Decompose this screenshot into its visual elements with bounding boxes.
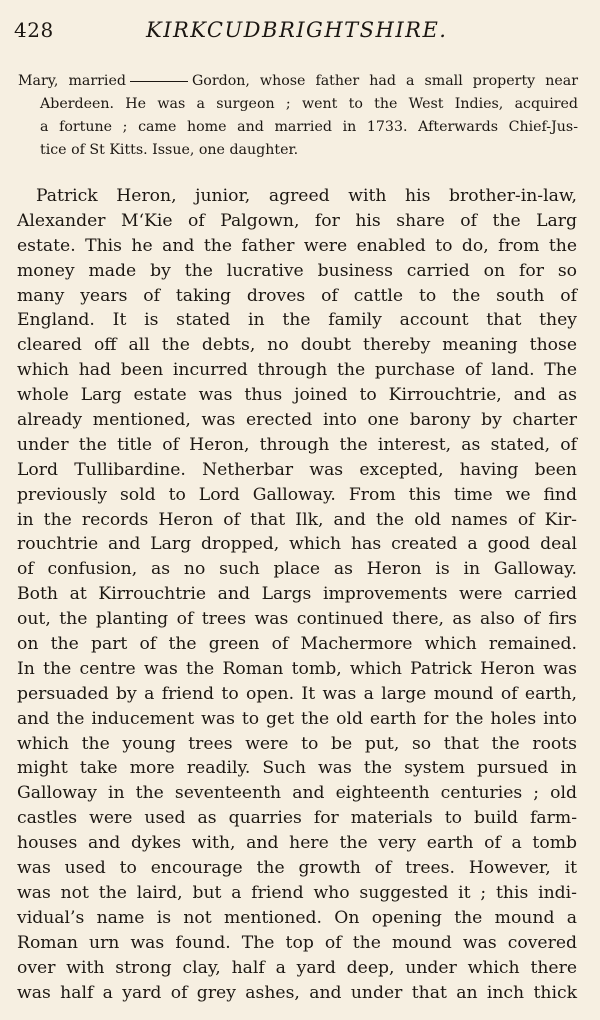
text-line: might take more readily. Such was the system pursued in <box>17 758 577 779</box>
text-line: Alexander M‘Kie of Palgown, for his share of the Larg <box>17 210 577 231</box>
text-line: was half a yard of grey ashes, and under that an inch thick <box>17 982 577 1003</box>
body-paragraph <box>17 184 577 1005</box>
text-line: castles were used as quarries for materials to build farm- <box>17 808 577 829</box>
text-line: out, the planting of trees was continued there, as also of firs <box>17 609 577 630</box>
footnote-line: tice of St Kitts. Issue, one daughter. <box>40 142 299 158</box>
omitted-name-dash <box>130 81 188 82</box>
running-title: KIRKCUDBRIGHTSHIRE. <box>146 18 448 42</box>
text-line: estate. This he and the father were enabled to do, from the <box>17 235 577 256</box>
text-line: Patrick Heron, junior, agreed with his brother-in-law, <box>36 186 577 206</box>
text-line: In the centre was the Roman tomb, which Patrick Heron was <box>17 658 577 679</box>
text-line: was not the laird, but a friend who suggested it ; this indi- <box>17 882 577 903</box>
text-line: rouchtrie and Larg dropped, which has created a good deal <box>17 534 577 555</box>
footnote-line: Aberdeen. He was a surgeon ; went to the West Indies, acquired <box>40 96 578 112</box>
text-line: money made by the lucrative business carried on for so <box>17 260 577 281</box>
text-line: many years of taking droves of cattle to the south of <box>17 285 577 306</box>
footnote-line <box>18 70 578 93</box>
text-line: Both at Kirrouchtrie and Largs improvements were carried <box>17 584 577 605</box>
footnote <box>18 70 578 162</box>
text-line: vidual’s name is not mentioned. On opening the mound a <box>17 907 577 928</box>
text-line: previously sold to Lord Galloway. From this time we find <box>17 484 577 505</box>
text-line: was used to encourage the growth of trees. However, it <box>17 858 577 879</box>
text-line: over with strong clay, half a yard deep, under which there <box>17 957 577 978</box>
footnote-text: Mary, married <box>18 73 126 89</box>
text-line: on the part of the green of Machermore which remained. <box>17 634 577 655</box>
text-line: whole Larg estate was thus joined to Kirrouchtrie, and as <box>17 385 577 406</box>
text-line: which had been incurred through the purchase of land. The <box>17 360 577 381</box>
text-line: under the title of Heron, through the interest, as stated, of <box>17 434 577 455</box>
text-line: Roman urn was found. The top of the mound was covered <box>17 932 577 953</box>
text-line: of confusion, as no such place as Heron is in Galloway. <box>17 559 577 580</box>
page-header <box>14 18 574 48</box>
text-line: Lord Tullibardine. Netherbar was excepted, having been <box>17 459 577 480</box>
text-line: houses and dykes with, and here the very earth of a tomb <box>17 833 577 854</box>
text-line: Galloway in the seventeenth and eighteenth centuries ; old <box>17 783 577 804</box>
footnote-text: Gordon, whose father had a small property near <box>191 73 578 89</box>
text-line: persuaded by a friend to open. It was a large mound of earth, <box>17 683 577 704</box>
text-line: England. It is stated in the family account that they <box>17 310 577 331</box>
text-line: which the young trees were to be put, so that the roots <box>17 733 577 754</box>
text-line: cleared off all the debts, no doubt thereby meaning those <box>17 335 577 356</box>
page-number: 428 <box>14 18 54 42</box>
footnote-line: a fortune ; came home and married in 1733. Afterwards Chief-Jus- <box>40 119 578 135</box>
text-line: and the inducement was to get the old earth for the holes into <box>17 708 577 729</box>
text-line: in the records Heron of that Ilk, and the old names of Kir- <box>17 509 577 530</box>
text-line: already mentioned, was erected into one barony by charter <box>17 410 577 431</box>
